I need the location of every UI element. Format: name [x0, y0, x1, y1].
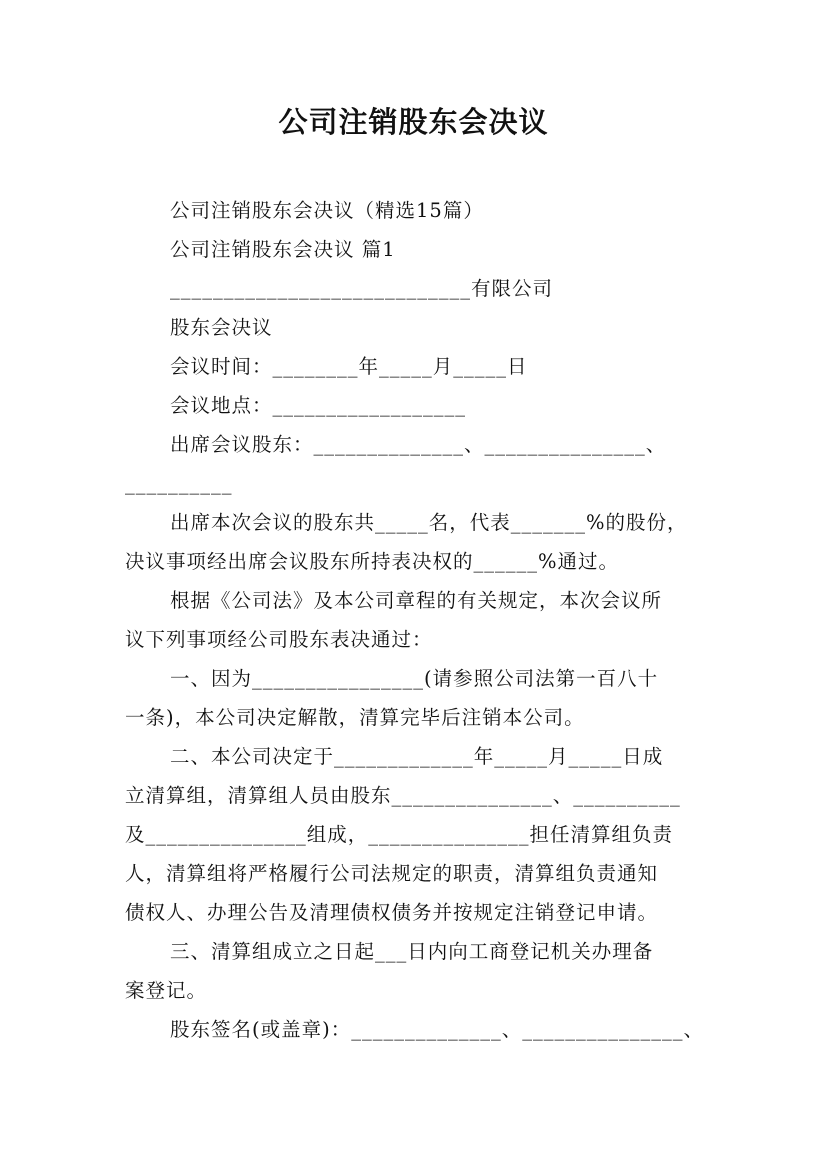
resolution-heading: 股东会决议	[170, 316, 273, 339]
paragraph-line: 人，清算组将严格履行公司法规定的职责，清算组负责通知	[125, 862, 659, 885]
document-title: 公司注销股东会决议	[278, 105, 549, 139]
paragraph-line: 三、清算组成立之日起___日内向工商登记机关办理备	[170, 940, 654, 963]
signature-line: 股东签名(或盖章)：______________、_______________、	[170, 1018, 704, 1041]
attendees-line: 出席会议股东：______________、_______________、	[170, 433, 667, 456]
paragraph-line: 一条)，本公司决定解散，清算完毕后注销本公司。	[125, 706, 585, 729]
paragraph-line: 根据《公司法》及本公司章程的有关规定，本次会议所	[170, 589, 663, 612]
paragraph-line: 二、本公司决定于_____________年_____月_____日成	[170, 745, 664, 768]
meeting-time-line: 会议时间：________年_____月_____日	[170, 355, 528, 378]
paragraph-line: 及_______________组成，_______________担任清算组负责	[125, 823, 674, 846]
subtitle-line: 公司注销股东会决议（精选15篇）	[170, 199, 484, 222]
section-heading: 公司注销股东会决议 篇1	[170, 238, 396, 261]
paragraph-line: 案登记。	[125, 979, 208, 1002]
company-name-line: ____________________________有限公司	[170, 277, 554, 300]
attendees-line-cont: __________	[125, 472, 233, 495]
paragraph-line: 立清算组，清算组人员由股东_______________、__________	[125, 784, 681, 807]
paragraph-line: 议下列事项经公司股东表决通过：	[125, 628, 433, 651]
meeting-place-line: 会议地点：__________________	[170, 394, 467, 417]
paragraph-line: 出席本次会议的股东共_____名，代表_______%的股份，	[170, 511, 688, 534]
paragraph-line: 债权人、办理公告及清理债权债务并按规定注销登记申请。	[125, 901, 659, 924]
paragraph-line: 决议事项经出席会议股东所持表决权的______%通过。	[125, 550, 620, 573]
paragraph-line: 一、因为________________(请参照公司法第一百八十	[170, 667, 659, 690]
